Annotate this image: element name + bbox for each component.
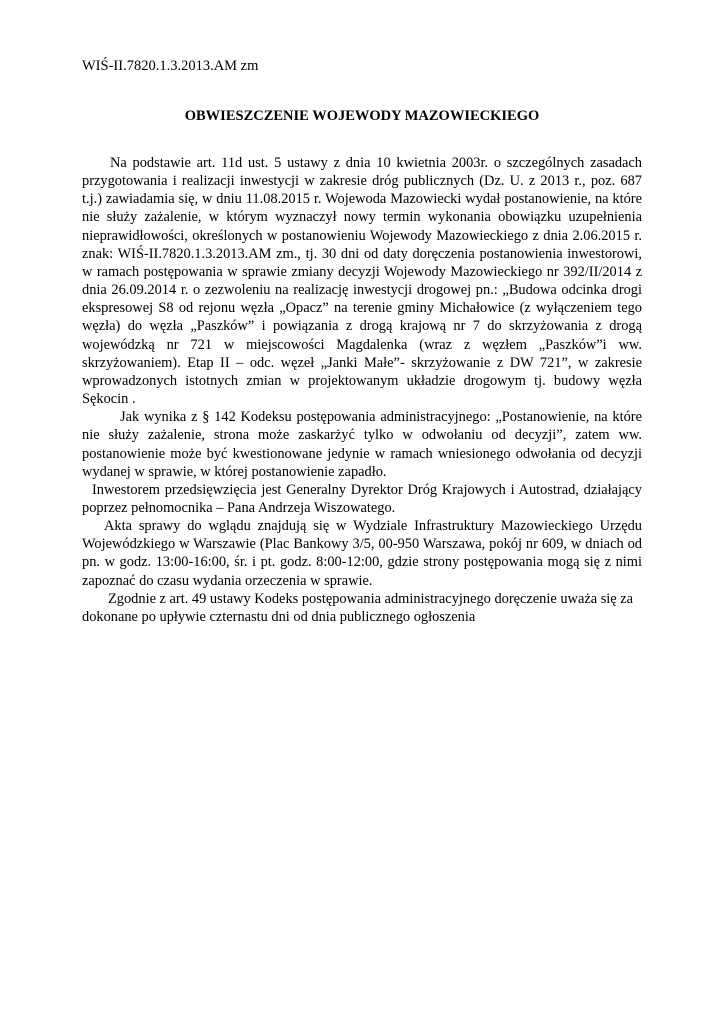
paragraph-appeal-info: Jak wynika z § 142 Kodeksu postępowania administracyjnego: „Postanowienie, na które nie służy zażalenie, strona może zaskarżyć tylko w odwołaniu od decyzji”, zatem ww. postanowienie może być kwestionowane jedynie w ramach wniesionego odwołania od decyzji wydanej w sprawie, w której postanowienie zapadło. xyxy=(82,409,642,480)
paragraph-delivery: Zgodnie z art. 49 ustawy Kodeks postępowania administracyjnego doręczenie uważa się za dokonane po upływie czternastu dni od dnia publicznego ogłoszenia xyxy=(82,590,634,625)
case-reference: WIŚ-II.7820.1.3.2013.AM zm xyxy=(82,58,259,74)
paragraph-investor: Inwestorem przedsięwzięcia jest Generalny Dyrektor Dróg Krajowych i Autostrad, działający poprzez pełnomocnika – Pana Andrzeja Wiszowatego. xyxy=(82,481,642,516)
document-body xyxy=(82,154,642,626)
page-title: OBWIESZCZENIE WOJEWODY MAZOWIECKIEGO xyxy=(184,108,540,124)
paragraph-files-access: Akta sprawy do wglądu znajdują się w Wydziale Infrastruktury Mazowieckiego Urzędu Wojewódzkiego w Warszawie (Plac Bankowy 3/5, 00-950 Warszawa, pokój nr 609, w dniach od pn. w godz. 13:00-16:00, śr. i pt. godz. 8:00-12:00, gdzie strony postępowania mogą się z nimi zapoznać do czasu wydania orzeczenia w sprawie. xyxy=(82,518,642,589)
paragraph-legal-basis: Na podstawie art. 11d ust. 5 ustawy z dnia 10 kwietnia 2003r. o szczególnych zasadach przygotowania i realizacji inwestycji w zakresie dróg publicznych (Dz. U. z 2013 r., poz. 687 t.j.) zawiadamia się, w dniu 11.08.2015 r. Wojewoda Mazowiecki wydał postanowienie, na które nie służy zażalenie, w którym wyznaczył nowy termin wykonania obowiązku uzupełnienia nieprawidłowości, określonych w postanowieniu Wojewody Mazowieckiego z dnia 2.06.2015 r. znak: WIŚ-II.7820.1.3.2013.AM zm., tj. 30 dni od daty doręczenia postanowienia inwestorowi, w ramach postępowania w sprawie zmiany decyzji Wojewody Mazowieckiego nr 392/II/2014 z dnia 26.09.2014 r. o zezwoleniu na realizację inwestycji drogowej pn.: „Budowa odcinka drogi ekspresowej S8 od rejonu węzła „Opacz” na terenie gminy Michałowice (z wyłączeniem tego węzła) do węzła „Paszków” i powiązania z drogą krajową nr 7 do skrzyżowania z drogą wojewódzką nr 721 w miejscowości Magdalenka (wraz z węzłem „Paszków”i ww. skrzyżowaniem). Etap II – odc. węzeł „Janki Małe”- skrzyżowanie z DW 721”, w zakresie wprowadzonych istotnych zmian w projektowanym układzie drogowym tj. budowy węzła Sękocin . xyxy=(82,155,642,408)
